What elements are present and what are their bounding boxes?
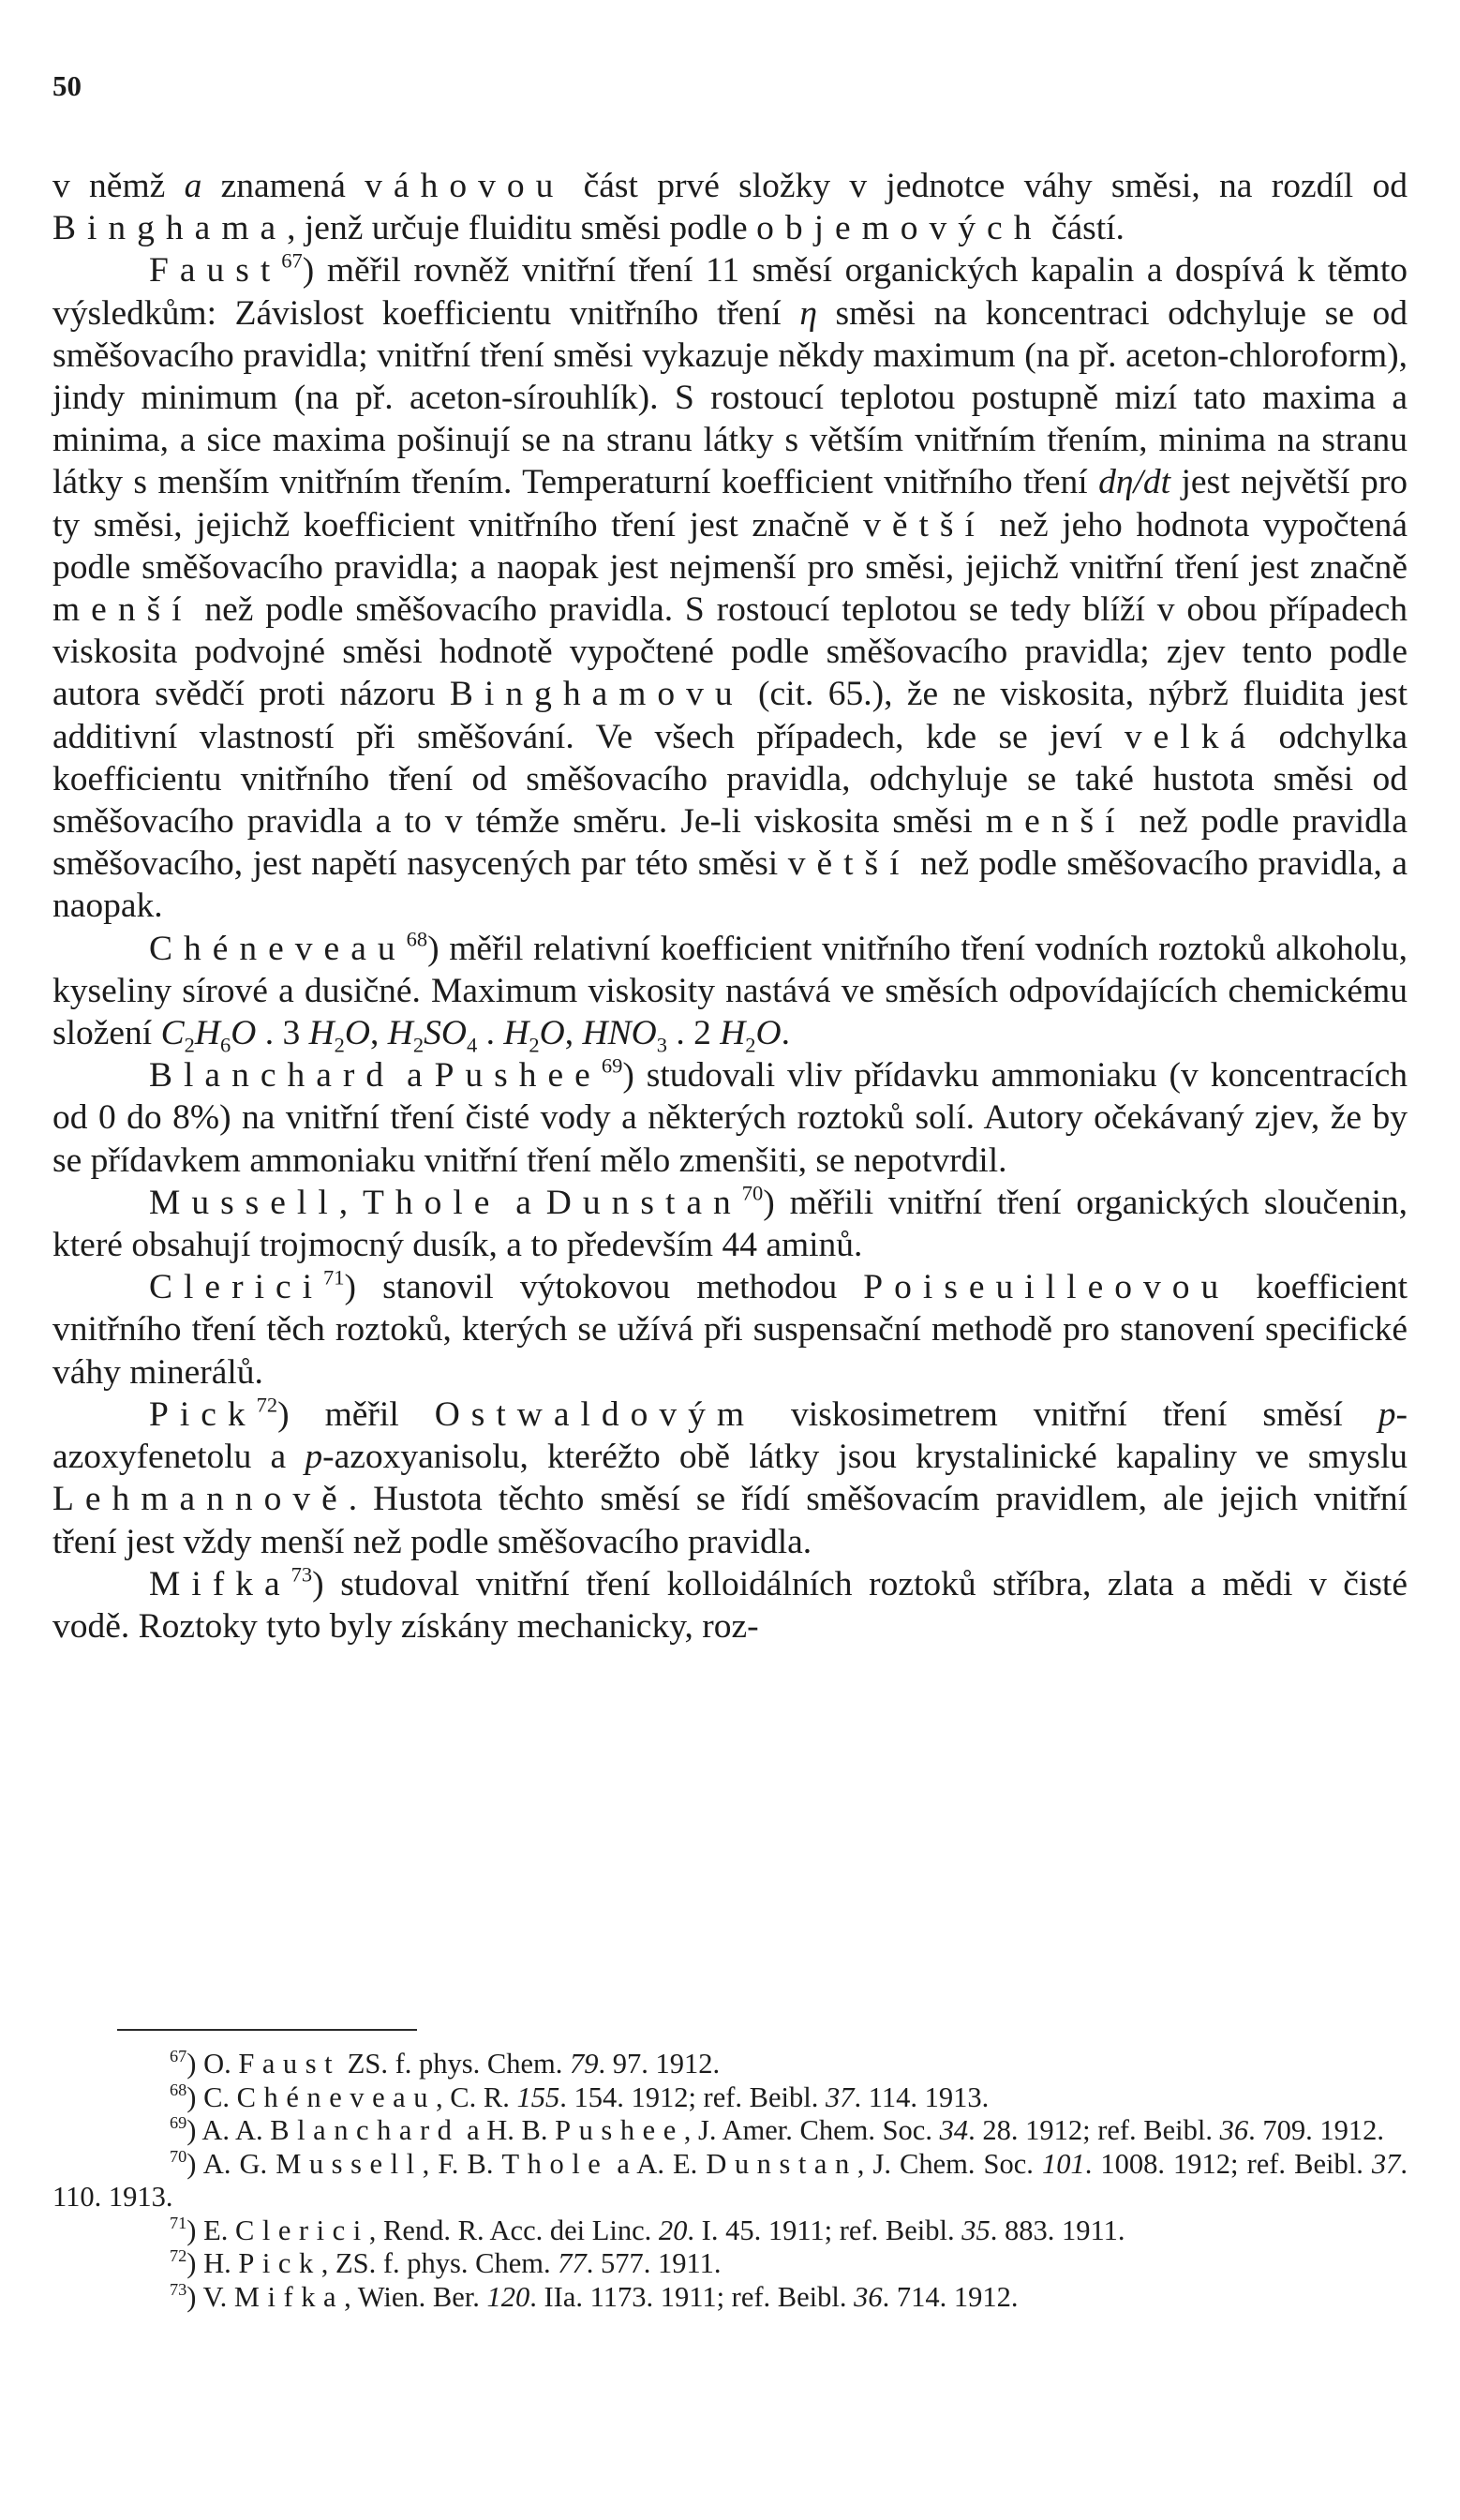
paragraph-p5 [52, 1266, 1408, 1394]
text-run: . 577. 1911. [586, 2247, 722, 2279]
text-run: 36 [854, 2280, 883, 2313]
text-run: , F. B. [422, 2147, 502, 2180]
reference-mark: 71 [323, 1265, 345, 1290]
reference-mark: 69 [170, 2113, 187, 2133]
spaced-name: větší [863, 505, 986, 544]
text-run: ZS. f. phys. Chem. [340, 2048, 570, 2080]
text-run: 2 [412, 1033, 425, 1057]
text-run: H [503, 1014, 529, 1053]
text-run: -azoxyanisolu, kteréžto obě látky jsou krystalinické kapaliny ve smyslu [322, 1438, 1408, 1477]
text-run: znamená [201, 167, 365, 205]
text-run: H [308, 1014, 335, 1053]
text-run: částí. [1042, 209, 1125, 248]
text-run: koefficient vnitřního tření těch roztoků, kterých se užívá při suspensační methodě pro stanovení specifické váhy minerálů. [52, 1268, 1408, 1392]
text-run: směsi na koncentraci odchyluje se od směšovacího pravidla; vnitřní tření směsi vykazuje někdy maximum (na př. aceton-chloroform), jindy minimum (na př. aceton-sírouhlík). S rostoucí teplotou postupně mizí tato maxima a minima, a sice maxima pošinují se na stranu látky s větším vnitřním třením, minima na stranu látky s menším vnitřním třením. Temperaturní koefficient vnitřního tření [52, 293, 1408, 502]
text-run: . 154. 1912; ref. Beibl. [559, 2080, 826, 2113]
text-run: 2 [184, 1033, 195, 1057]
reference-mark: 72 [170, 2246, 187, 2266]
text-run: 35 [961, 2214, 991, 2246]
reference-mark: 71 [170, 2213, 187, 2232]
text-run: O [231, 1014, 257, 1053]
text-run: . 114. 1913. [854, 2080, 990, 2113]
page-number: 50 [52, 69, 82, 102]
text-run: 120 [486, 2280, 530, 2313]
text-run: HNO [582, 1014, 657, 1053]
text-run: 155 [516, 2080, 560, 2113]
text-run: 20 [658, 2214, 688, 2246]
text-run: 34 [939, 2114, 969, 2146]
reference-mark: 67 [170, 2047, 187, 2066]
text-run: ) měřil relativní koefficient vnitřního tření vodních roztoků alkoholu, kyseliny sírové a dusičné. Maximum viskosity nastává ve směsích odpovídajících chemickému složení [52, 929, 1408, 1053]
spaced-name: Pick [238, 2247, 321, 2279]
footnote-f71 [52, 2214, 1408, 2248]
text-run: 36 [1219, 2114, 1249, 2146]
text-run: ) V. [186, 2280, 234, 2313]
spaced-name: Thole [501, 2147, 609, 2180]
text-run: a H. B. [459, 2114, 556, 2146]
footnote-f72 [52, 2247, 1408, 2281]
paragraph-p7 [52, 1563, 1408, 1648]
paragraph-p1 [52, 249, 1408, 927]
text-run: 77 [558, 2247, 587, 2279]
text-run: ) A. A. [186, 2114, 271, 2146]
text-run: ) A. G. [186, 2147, 276, 2180]
spaced-name: Blanchard [149, 1056, 395, 1096]
spaced-name: větší [787, 844, 911, 884]
text-run: 37 [1371, 2147, 1401, 2180]
text-run: , C. R. [436, 2080, 517, 2113]
text-run: . 709. 1912. [1248, 2114, 1384, 2146]
text-run: SO [424, 1014, 467, 1053]
text-run: . I. 45. 1911; ref. Beibl. [687, 2214, 962, 2246]
spaced-name: Pushee [555, 2114, 684, 2146]
spaced-name: Pushee [434, 1056, 602, 1096]
spaced-name: Pick [149, 1394, 257, 1434]
text-run: , Wien. Ber. [344, 2280, 487, 2313]
text-run: ) C. [186, 2080, 237, 2113]
text-run: . 3 [256, 1014, 309, 1053]
spaced-name: Dunstan [545, 1183, 742, 1222]
text-run: ) H. [186, 2247, 239, 2279]
footnote-f69 [52, 2114, 1408, 2148]
text-run: . 883. 1911. [990, 2214, 1125, 2246]
spaced-name: Thole [362, 1183, 501, 1222]
text-run: 3 [656, 1033, 667, 1057]
text-run: ) měřili vnitřní tření organických sloučenin, které obsahují trojmocný dusík, a to především 44 aminů. [52, 1183, 1408, 1265]
text-run: H [387, 1014, 413, 1053]
text-run: , [338, 1183, 363, 1222]
footnote-divider [117, 2029, 417, 2031]
text-run: 6 [219, 1033, 231, 1057]
text-run: než podle směšovacího pravidla. S rostoucí teplotou se tedy blíží v obou případech viskosita podvojné směsi hodnotě vypočtené podle směšovacího pravidla; zjev tento podle autora svědčí proti názoru [52, 590, 1408, 714]
text-run: ) E. [186, 2214, 235, 2246]
text-run: v němž [52, 167, 185, 205]
text-run: , [564, 1014, 583, 1053]
reference-mark: 70 [741, 1181, 764, 1205]
spaced-name: Binghama [52, 209, 288, 248]
body-text [52, 165, 1408, 1648]
text-run: . IIa. 1173. 1911; ref. Beibl. [529, 2280, 855, 2313]
text-run: O [539, 1014, 565, 1053]
text-run: 2 [745, 1033, 756, 1057]
spaced-name: Clerici [149, 1268, 324, 1307]
text-run: . 110. 1913. [52, 2147, 1408, 2213]
text-run: ) studoval vnitřní tření kolloidálních roztoků stříbra, zlata a mědi v čisté vodě. Roztoky tyto byly získány mechanicky, roz- [52, 1564, 1408, 1646]
footnote-f68 [52, 2081, 1408, 2115]
text-run: -azoxyfenetolu a [52, 1394, 1408, 1477]
text-run: , [370, 1014, 388, 1053]
text-run: ) stanovil výtokovou methodou [344, 1268, 864, 1307]
text-run: η [799, 293, 817, 333]
text-run: H [194, 1014, 220, 1053]
reference-mark: 72 [256, 1393, 278, 1417]
text-run: než podle směšovacího pravidla, a naopak. [52, 844, 1408, 926]
text-run: O [344, 1014, 370, 1053]
text-run: . 2 [666, 1014, 721, 1053]
text-run: C [160, 1014, 185, 1053]
spaced-name: Ostwaldovým [434, 1394, 756, 1434]
text-run: a A. E. [608, 2147, 707, 2180]
spaced-name: Faust [149, 251, 282, 291]
text-run: ) měřil rovněž vnitřní tření 11 směsí organických kapalin a dospívá k těmto výsledkům: Závislost koefficientu vnitřního tření [52, 251, 1408, 333]
text-run: H [720, 1014, 746, 1053]
text-run: dη/dt [1098, 463, 1171, 502]
text-run: 4 [466, 1033, 478, 1057]
text-run: a [395, 1056, 435, 1096]
reference-mark: 67 [281, 248, 303, 273]
spaced-name: Dunstan [706, 2147, 857, 2180]
text-run: . 97. 1912. [598, 2048, 721, 2080]
text-run: , Rend. R. Acc. dei Linc. [368, 2214, 659, 2246]
text-run: odchylka koefficientu vnitřního tření od směšovacího pravidla, odchyluje se také hustota směsi od směšovacího pravidla a to v témže směru. Je-li viskosita směsi [52, 717, 1408, 842]
footnotes [52, 2048, 1408, 2314]
text-run: O [755, 1014, 782, 1053]
text-run: , J. Chem. Soc. [857, 2147, 1042, 2180]
text-run: . 1008. 1912; ref. Beibl. [1084, 2147, 1372, 2180]
text-run: a [184, 167, 202, 205]
text-run: 37 [825, 2080, 855, 2113]
paragraph-p2 [52, 928, 1408, 1055]
reference-mark: 69 [601, 1053, 623, 1078]
text-run: , J. Amer. Chem. Soc. [683, 2114, 940, 2146]
reference-mark: 68 [170, 2080, 187, 2099]
text-run: část prvé složky v jednotce váhy směsi, na rozdíl od [564, 167, 1408, 205]
text-run: . 714. 1912. [882, 2280, 1019, 2313]
text-run: . 28. 1912; ref. Beibl. [968, 2114, 1220, 2146]
spaced-name: menší [985, 802, 1126, 842]
reference-mark: 73 [291, 1562, 313, 1587]
spaced-name: Faust [238, 2048, 341, 2080]
text-run: ) O. [186, 2048, 239, 2080]
text-run: , jenž určuje fluiditu směsi podle [287, 209, 757, 248]
paragraph-p0 [52, 165, 1408, 249]
footnote-f73 [52, 2281, 1408, 2315]
spaced-name: Mussell [149, 1183, 339, 1222]
spaced-name: Binghamovu [449, 675, 744, 714]
spaced-name: Chéneveau [149, 929, 407, 968]
reference-mark: 70 [170, 2146, 187, 2166]
text-run: . [477, 1014, 504, 1053]
text-run: ) studovali vliv přídavku ammoniaku (v koncentracích od 0 do 8%) na vnitřní tření čisté vody a některých roztoků solí. Autory očekávaný zjev, že by se přídavkem ammoniaku vnitřní tření mělo zmenšiti, se nepotvrdil. [52, 1056, 1408, 1180]
text-run: (cit. 65.), že ne viskosita, nýbrž fluidita jest additivní vlastností při směšování. Ve všech případech, kde se jeví [52, 675, 1408, 756]
text-run: 2 [529, 1033, 540, 1057]
text-run: jest největší pro ty směsi, jejichž koefficient vnitřního tření jest značně [52, 463, 1408, 544]
text-run: . [781, 1014, 790, 1053]
text-run: 101 [1041, 2147, 1085, 2180]
spaced-name: Chéneveau [236, 2080, 437, 2113]
spaced-name: Poiseuilleovou [863, 1268, 1230, 1307]
text-run: . Hustota těchto směsí se řídí směšovacím pravidlem, ale jejich vnitřní tření jest vždy menší než podle směšovacího pravidla. [52, 1480, 1408, 1561]
text-run: a [500, 1183, 546, 1222]
spaced-name: Clerici [234, 2214, 369, 2246]
spaced-name: Blanchard [270, 2114, 460, 2146]
spaced-name: objemových [756, 209, 1043, 248]
text-run: než jeho hodnota vypočtená podle směšovacího pravidla; a naopak jest nejmenší pro směsi, jejichž vnitřní tření jest značně [52, 505, 1408, 587]
text-run: p [305, 1438, 323, 1477]
reference-mark: 68 [406, 927, 428, 951]
spaced-name: Lehmannově [52, 1480, 349, 1519]
text-run: než podle pravidla směšovacího, jest napětí nasycených par této směsi [52, 802, 1408, 884]
spaced-name: váhovou [365, 167, 565, 205]
spaced-name: velká [1124, 717, 1258, 756]
spaced-name: Mifka [149, 1564, 291, 1603]
text-run: 2 [334, 1033, 345, 1057]
paragraph-p3 [52, 1054, 1408, 1182]
text-run: viskosimetrem vnitřní tření směsí [755, 1394, 1378, 1434]
spaced-name: Mussell [276, 2147, 423, 2180]
text-run: ) měřil [277, 1394, 435, 1434]
text-run: p [1378, 1394, 1396, 1434]
text-run: , ZS. f. phys. Chem. [320, 2247, 559, 2279]
spaced-name: Mifka [233, 2280, 345, 2313]
paragraph-p4 [52, 1182, 1408, 1266]
paragraph-p6 [52, 1394, 1408, 1563]
reference-mark: 73 [170, 2279, 187, 2299]
footnote-f70 [52, 2148, 1408, 2214]
footnote-f67 [52, 2048, 1408, 2081]
spaced-name: menší [52, 590, 193, 630]
text-run: 79 [570, 2048, 599, 2080]
